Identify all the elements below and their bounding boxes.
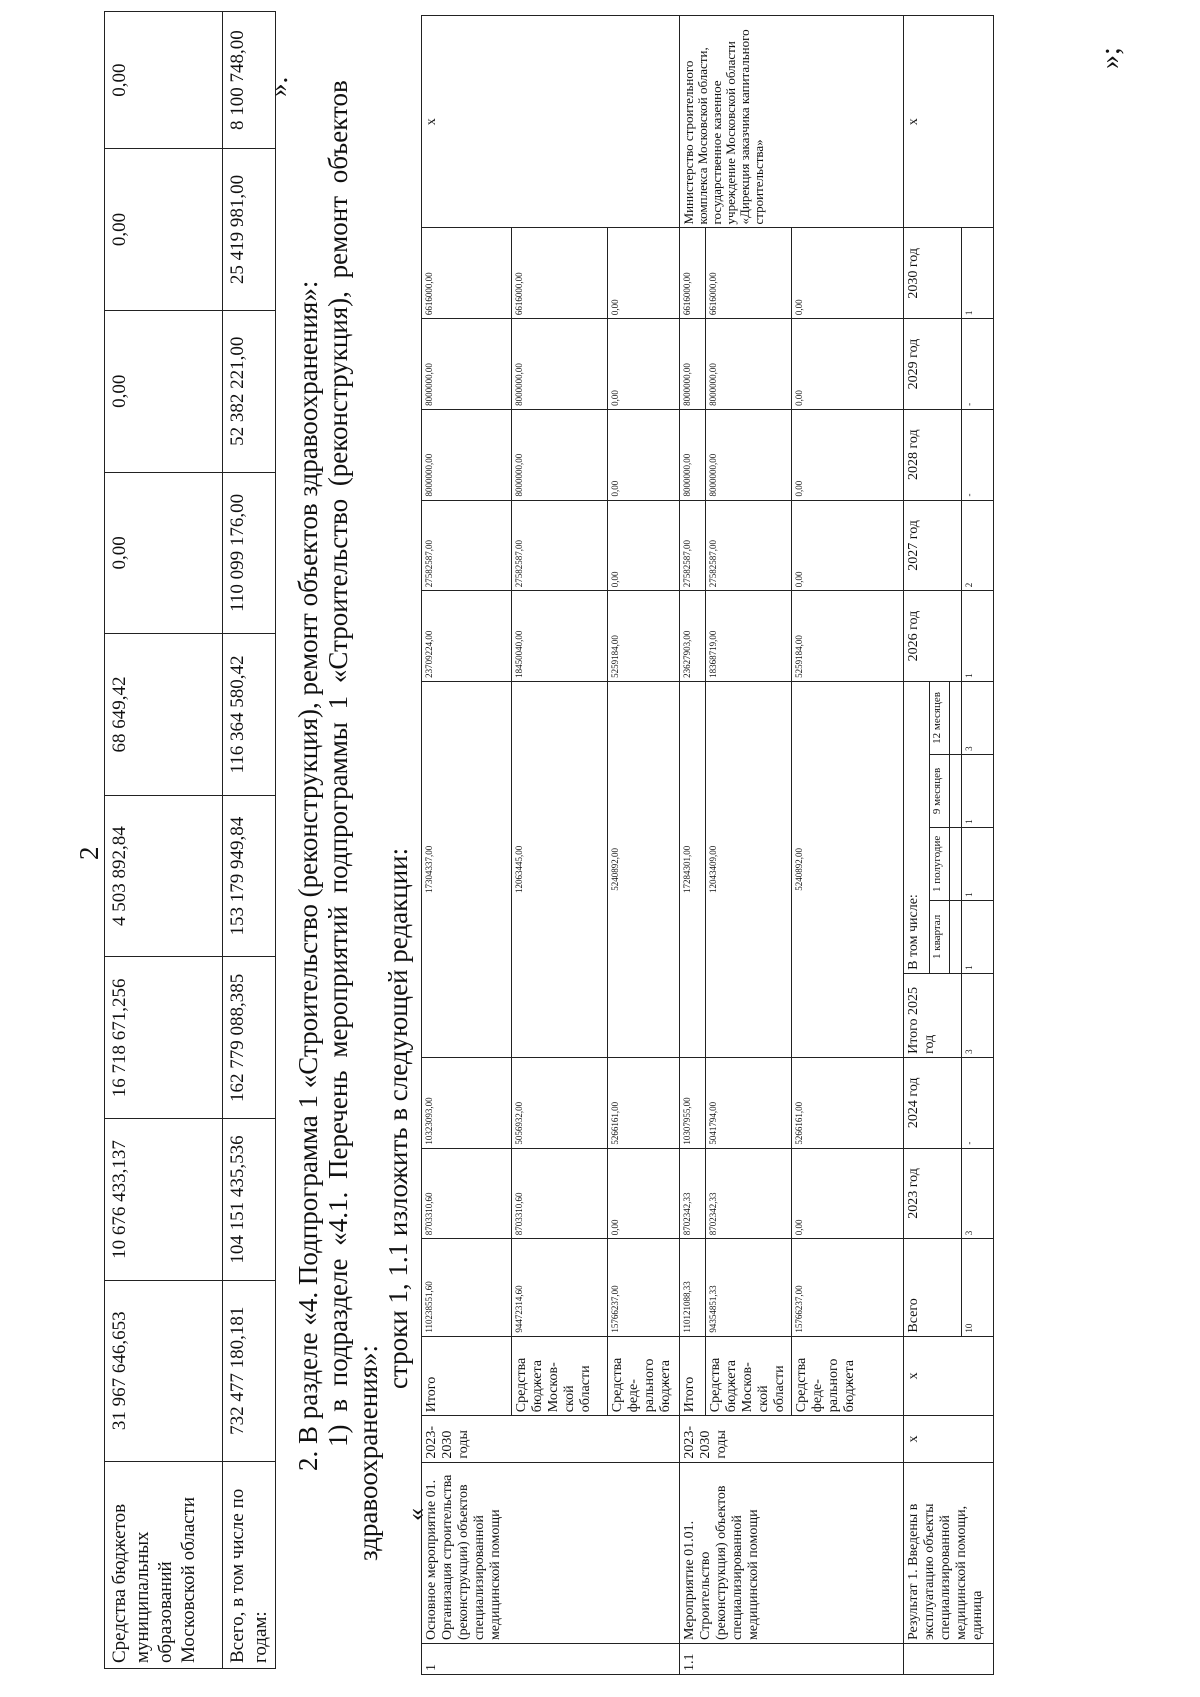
spacer xyxy=(950,754,962,827)
row-num: 1.1 xyxy=(680,1644,904,1675)
cell: 6616000,00 xyxy=(512,228,608,319)
cell: 0,00 xyxy=(792,319,904,410)
table-row xyxy=(422,16,512,1675)
open-quote: « xyxy=(401,1508,430,1521)
cell: 5259184,00 xyxy=(608,591,680,682)
cell: 0,00 xyxy=(608,409,680,500)
cell: 8000000,00 xyxy=(422,319,512,410)
spacer xyxy=(950,827,962,900)
table-row xyxy=(105,12,223,1669)
spacer xyxy=(950,681,962,754)
closing-semicolon: »; xyxy=(1095,47,1126,69)
cell: 27582587,00 xyxy=(706,500,792,591)
cell: 0,00 xyxy=(792,1148,904,1239)
cell: 0,00 xyxy=(105,12,223,149)
table-row xyxy=(680,16,706,1675)
cell: 15766237,00 xyxy=(792,1239,904,1336)
cell: 8702342,33 xyxy=(680,1148,706,1239)
cell: 17304337,00 xyxy=(422,681,512,1057)
period: 2023-2030 годы xyxy=(422,1416,680,1462)
row-label: Средства бюджетов муниципальных образований Московской области xyxy=(105,1461,223,1668)
header-2026: 2026 год xyxy=(904,591,962,682)
cell: 8000000,00 xyxy=(680,409,706,500)
cell: 5259184,00 xyxy=(792,591,904,682)
cell: 1 xyxy=(962,827,994,900)
cell: 10 xyxy=(962,1239,994,1336)
cell: 0,00 xyxy=(105,472,223,634)
source-name: Средства бюджета Москов-ской области xyxy=(706,1336,792,1416)
source-name: Средства феде-рального бюджета xyxy=(608,1336,680,1416)
cell: 0,00 xyxy=(792,228,904,319)
cell: 8000000,00 xyxy=(512,409,608,500)
cell: - xyxy=(962,409,994,500)
cell: 8000000,00 xyxy=(706,319,792,410)
cell: 10 676 433,137 xyxy=(105,1119,223,1281)
header-incl: В том числе: xyxy=(904,681,930,973)
header-h1: 1 полугодие xyxy=(930,827,950,900)
cell: 0,00 xyxy=(792,409,904,500)
cell: 732 477 180,181 xyxy=(223,1280,276,1461)
cell: 5266161,00 xyxy=(608,1057,680,1148)
cell: 116 364 580,42 xyxy=(223,634,276,796)
cell: 1 xyxy=(962,900,994,973)
cell: 8000000,00 xyxy=(680,319,706,410)
closing-quote: ». xyxy=(263,76,293,97)
cell: 23627903,00 xyxy=(680,591,706,682)
cell: 18368719,00 xyxy=(706,591,792,682)
cell: 162 779 088,385 xyxy=(223,957,276,1119)
cell: 12063445,00 xyxy=(512,681,608,1057)
cell: 15766237,00 xyxy=(608,1239,680,1336)
cell: 10307955,00 xyxy=(680,1057,706,1148)
cell: 6616000,00 xyxy=(422,228,512,319)
cell: 52 382 221,00 xyxy=(223,310,276,472)
source-name: Средства феде-рального бюджета xyxy=(792,1336,904,1416)
executor: x xyxy=(904,16,994,228)
cell: 5240892,00 xyxy=(792,681,904,1057)
cell: 6616000,00 xyxy=(706,228,792,319)
cell: 4 503 892,84 xyxy=(105,795,223,957)
cell: 8702342,33 xyxy=(706,1148,792,1239)
header-total-2025: Итого 2025 год xyxy=(904,973,962,1057)
cell: 8000000,00 xyxy=(422,409,512,500)
section-text: 2. В разделе «4. Подпрограмма 1 «Строительство (реконструкция), ремонт объектов здравоохранения»: xyxy=(293,280,323,1471)
header-12m: 12 месяцев xyxy=(930,681,950,754)
source-name: x xyxy=(904,1336,994,1416)
executor: x xyxy=(422,16,680,228)
cell: 8000000,00 xyxy=(512,319,608,410)
measure-name: Мероприятие 01.01. Строительство (реконструкция) объектов специализированной медицинской помощи xyxy=(680,1462,904,1643)
cell: 0,00 xyxy=(608,319,680,410)
cell: 3 xyxy=(962,681,994,754)
cell: - xyxy=(962,319,994,410)
cell: 17284301,00 xyxy=(680,681,706,1057)
cell: 1 xyxy=(962,228,994,319)
source-name: Итого xyxy=(422,1336,512,1416)
cell: 94354851,33 xyxy=(706,1239,792,1336)
cell: 94472314,60 xyxy=(512,1239,608,1336)
cell: 27582587,00 xyxy=(422,500,512,591)
cell: 27582587,00 xyxy=(512,500,608,591)
header-2030: 2030 год xyxy=(904,228,962,319)
budget-table xyxy=(104,11,276,1669)
cell: 110121088,33 xyxy=(680,1239,706,1336)
cell: 8 100 748,00 xyxy=(223,12,276,149)
cell: 153 179 949,84 xyxy=(223,795,276,957)
cell: 8703310,60 xyxy=(422,1148,512,1239)
measure-name: Основное мероприятие 01. Организация строительства (реконструкции) объектов специализированной медицинской помощи xyxy=(422,1462,680,1643)
cell: 1 xyxy=(962,591,994,682)
period: x xyxy=(904,1416,994,1462)
header-2024: 2024 год xyxy=(904,1057,962,1148)
cell: 27582587,00 xyxy=(680,500,706,591)
cell: 5056932,00 xyxy=(512,1057,608,1148)
row-label: Всего, в том числе по годам: xyxy=(223,1461,276,1668)
header-9m: 9 месяцев xyxy=(930,754,950,827)
header-2028: 2028 год xyxy=(904,409,962,500)
page-number: 2 xyxy=(74,846,104,860)
measures-table xyxy=(421,15,994,1675)
row-num: 1 xyxy=(422,1644,680,1675)
cell: 6616000,00 xyxy=(680,228,706,319)
cell: 110238551,60 xyxy=(422,1239,512,1336)
spacer xyxy=(950,900,962,973)
header-q1: 1 квартал xyxy=(930,900,950,973)
subsection-text-2: здравоохранения»: xyxy=(353,1344,383,1561)
cell: 68 649,42 xyxy=(105,634,223,796)
cell: 110 099 176,00 xyxy=(223,472,276,634)
result-name: Результат 1. Введены в эксплуатацию объекты специализированной медицинской помощи, единица xyxy=(904,1462,994,1643)
source-name: Средства бюджета Москов-ской области xyxy=(512,1336,608,1416)
cell: - xyxy=(962,1057,994,1148)
source-name: Итого xyxy=(680,1336,706,1416)
cell: 5041794,00 xyxy=(706,1057,792,1148)
cell: 0,00 xyxy=(105,149,223,311)
period: 2023-2030 годы xyxy=(680,1416,904,1462)
cell: 18450040,00 xyxy=(512,591,608,682)
cell: 5240892,00 xyxy=(608,681,680,1057)
table-row xyxy=(904,16,930,1675)
executor: Министерство строительного комплекса Московской области, государственное казенное учреждение Московской области «Дирекция заказчика капитального строительства» xyxy=(680,16,904,228)
rows-text: строки 1, 1.1 изложить в следующей редакции: xyxy=(383,847,413,1389)
cell: 16 718 671,256 xyxy=(105,957,223,1119)
row-num xyxy=(904,1644,994,1675)
cell: 10323093,00 xyxy=(422,1057,512,1148)
cell: 0,00 xyxy=(792,500,904,591)
cell: 12043409,00 xyxy=(706,681,792,1057)
table-row xyxy=(223,12,276,1669)
cell: 23709224,00 xyxy=(422,591,512,682)
cell: 0,00 xyxy=(608,1148,680,1239)
cell: 3 xyxy=(962,973,994,1057)
cell: 0,00 xyxy=(608,228,680,319)
header-2029: 2029 год xyxy=(904,319,962,410)
cell: 3 xyxy=(962,1148,994,1239)
cell: 25 419 981,00 xyxy=(223,149,276,311)
cell: 5266161,00 xyxy=(792,1057,904,1148)
header-2027: 2027 год xyxy=(904,500,962,591)
subsection-text-1: 1) в подразделе «4.1. Перечень мероприятий подпрограммы 1 «Строительство (реконструкция), ремонт объектов xyxy=(323,80,353,1447)
cell: 1 xyxy=(962,754,994,827)
cell: 2 xyxy=(962,500,994,591)
cell: 0,00 xyxy=(105,310,223,472)
cell: 0,00 xyxy=(608,500,680,591)
cell: 8703310,60 xyxy=(512,1148,608,1239)
cell: 8000000,00 xyxy=(706,409,792,500)
cell: 31 967 646,653 xyxy=(105,1280,223,1461)
cell: 104 151 435,536 xyxy=(223,1119,276,1281)
header-total: Всего xyxy=(904,1239,962,1336)
header-2023: 2023 год xyxy=(904,1148,962,1239)
